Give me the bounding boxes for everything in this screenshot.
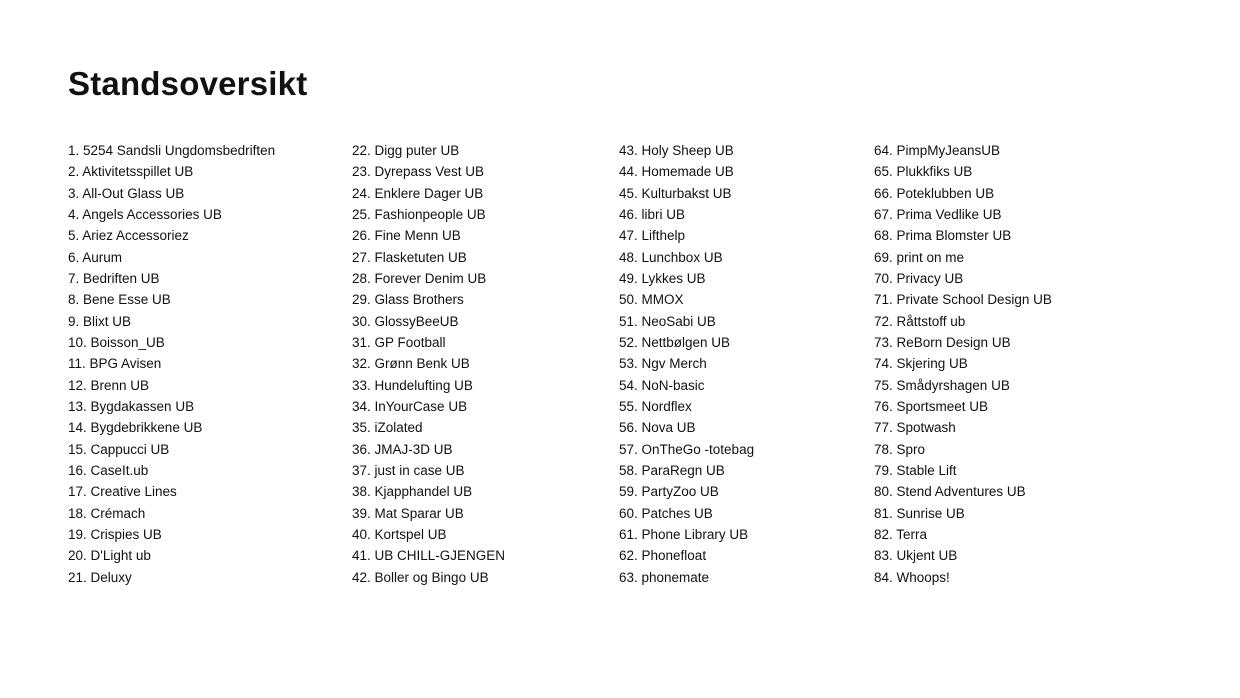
stand-list-item: 73. ReBorn Design UB bbox=[874, 334, 1011, 350]
stand-list-item: 70. Privacy UB bbox=[874, 270, 964, 286]
stand-list-item: 57. OnTheGo -totebag bbox=[619, 441, 755, 457]
stand-list-item: 30. GlossyBeeUB bbox=[352, 313, 459, 329]
stand-list-item: 17. Creative Lines bbox=[68, 484, 177, 500]
stand-list-item: 51. NeoSabi UB bbox=[619, 313, 716, 329]
stand-list-item: 54. NoN-basic bbox=[619, 377, 705, 393]
stand-list-item: 79. Stable Lift bbox=[874, 462, 957, 478]
stand-list-item: 71. Private School Design UB bbox=[874, 292, 1052, 308]
stand-list-item: 62. Phonefloat bbox=[619, 548, 707, 564]
stand-list-item: 8. Bene Esse UB bbox=[68, 292, 171, 308]
page-title: Standsoversikt bbox=[68, 65, 308, 102]
stand-list-item: 77. Spotwash bbox=[874, 420, 956, 436]
stand-list-item: 5. Ariez Accessoriez bbox=[68, 228, 189, 244]
stand-list-item: 35. iZolated bbox=[352, 420, 423, 436]
stand-list-item: 47. Lifthelp bbox=[619, 228, 686, 244]
stand-list-item: 49. Lykkes UB bbox=[619, 270, 706, 286]
stand-list-item: 26. Fine Menn UB bbox=[352, 228, 461, 244]
stand-list-item: 43. Holy Sheep UB bbox=[619, 143, 734, 158]
stand-list-item: 4. Angels Accessories UB bbox=[68, 206, 222, 222]
stand-list-item: 64. PimpMyJeansUB bbox=[874, 143, 1001, 158]
stand-list-item: 69. print on me bbox=[874, 249, 965, 265]
stand-list-item: 66. Poteklubben UB bbox=[874, 185, 995, 201]
stand-list-item: 16. CaseIt.ub bbox=[68, 462, 149, 478]
stand-list-item: 33. Hundelufting UB bbox=[352, 377, 473, 393]
stand-list-item: 63. phonemate bbox=[619, 569, 710, 585]
stand-list-item: 83. Ukjent UB bbox=[874, 548, 958, 564]
stand-list-item: 39. Mat Sparar UB bbox=[352, 505, 464, 521]
stand-list-item: 20. D'Light ub bbox=[68, 548, 151, 564]
stand-list-item: 76. Sportsmeet UB bbox=[874, 398, 989, 414]
stand-list-item: 28. Forever Denim UB bbox=[352, 270, 487, 286]
stand-list-item: 24. Enklere Dager UB bbox=[352, 185, 484, 201]
stand-list-item: 1. 5254 Sandsli Ungdomsbedriften bbox=[68, 143, 276, 158]
stand-list-item: 9. Blixt UB bbox=[68, 313, 132, 329]
stand-list-item: 45. Kulturbakst UB bbox=[619, 185, 732, 201]
stand-list-column-2 bbox=[352, 140, 505, 588]
stand-list-item: 42. Boller og Bingo UB bbox=[352, 569, 489, 585]
stand-list-item: 15. Cappucci UB bbox=[68, 441, 170, 457]
stand-list-item: 82. Terra bbox=[874, 526, 928, 542]
stand-list-item: 75. Smådyrshagen UB bbox=[874, 377, 1010, 393]
stand-list-item: 19. Crispies UB bbox=[68, 526, 162, 542]
stand-list-item: 14. Bygdebrikkene UB bbox=[68, 420, 203, 436]
stand-list-item: 31. GP Football bbox=[352, 334, 446, 350]
stand-list-item: 65. Plukkfiks UB bbox=[874, 164, 973, 180]
stand-list-item: 34. InYourCase UB bbox=[352, 398, 468, 414]
stand-list-item: 78. Spro bbox=[874, 441, 926, 457]
stand-list-item: 56. Nova UB bbox=[619, 420, 696, 436]
stand-list-item: 53. Ngv Merch bbox=[619, 356, 707, 372]
stand-list-item: 81. Sunrise UB bbox=[874, 505, 965, 521]
stand-list-item: 50. MMOX bbox=[619, 292, 684, 308]
stand-list-item: 38. Kjapphandel UB bbox=[352, 484, 473, 500]
stand-list-item: 46. libri UB bbox=[619, 206, 686, 222]
stand-list-item: 80. Stend Adventures UB bbox=[874, 484, 1026, 500]
stand-list-item: 6. Aurum bbox=[68, 249, 123, 265]
stand-list-item: 44. Homemade UB bbox=[619, 164, 734, 180]
stand-list-item: 2. Aktivitetsspillet UB bbox=[68, 164, 194, 180]
stand-list-item: 10. Boisson_UB bbox=[68, 334, 165, 350]
stand-list-item: 40. Kortspel UB bbox=[352, 526, 447, 542]
stand-list-item: 21. Deluxy bbox=[68, 569, 132, 585]
stand-list-item: 3. All-Out Glass UB bbox=[68, 185, 185, 201]
stand-list-item: 74. Skjering UB bbox=[874, 356, 968, 372]
stand-list-item: 72. Råttstoff ub bbox=[874, 313, 966, 329]
stand-list-column-3 bbox=[619, 140, 754, 588]
stand-list-item: 23. Dyrepass Vest UB bbox=[352, 164, 485, 180]
stand-list-item: 84. Whoops! bbox=[874, 569, 950, 585]
stand-list-item: 27. Flasketuten UB bbox=[352, 249, 467, 265]
stand-list-item: 18. Crémach bbox=[68, 505, 146, 521]
stand-list-item: 55. Nordflex bbox=[619, 398, 692, 414]
stand-list-column-1 bbox=[68, 140, 275, 588]
stand-list-item: 32. Grønn Benk UB bbox=[352, 356, 470, 372]
stand-list-item: 25. Fashionpeople UB bbox=[352, 206, 486, 222]
stand-list-item: 22. Digg puter UB bbox=[352, 143, 460, 158]
stand-list-item: 67. Prima Vedlike UB bbox=[874, 206, 1002, 222]
stand-list-item: 7. Bedriften UB bbox=[68, 270, 160, 286]
stand-list-item: 60. Patches UB bbox=[619, 505, 713, 521]
stand-list-item: 52. Nettbølgen UB bbox=[619, 334, 731, 350]
stand-list-item: 59. PartyZoo UB bbox=[619, 484, 719, 500]
stand-list-item: 29. Glass Brothers bbox=[352, 292, 464, 308]
stand-list-item: 61. Phone Library UB bbox=[619, 526, 749, 542]
stand-list-item: 41. UB CHILL-GJENGEN bbox=[352, 548, 506, 564]
stand-list-item: 37. just in case UB bbox=[352, 462, 465, 478]
stand-list-item: 13. Bygdakassen UB bbox=[68, 398, 195, 414]
stand-list-item: 11. BPG Avisen bbox=[68, 356, 162, 372]
stand-list-item: 68. Prima Blomster UB bbox=[874, 228, 1012, 244]
stand-list-item: 58. ParaRegn UB bbox=[619, 462, 725, 478]
stand-list-item: 48. Lunchbox UB bbox=[619, 249, 723, 265]
stand-list-item: 12. Brenn UB bbox=[68, 377, 150, 393]
stand-list-column-4 bbox=[874, 140, 1052, 588]
stand-list-item: 36. JMAJ-3D UB bbox=[352, 441, 453, 457]
